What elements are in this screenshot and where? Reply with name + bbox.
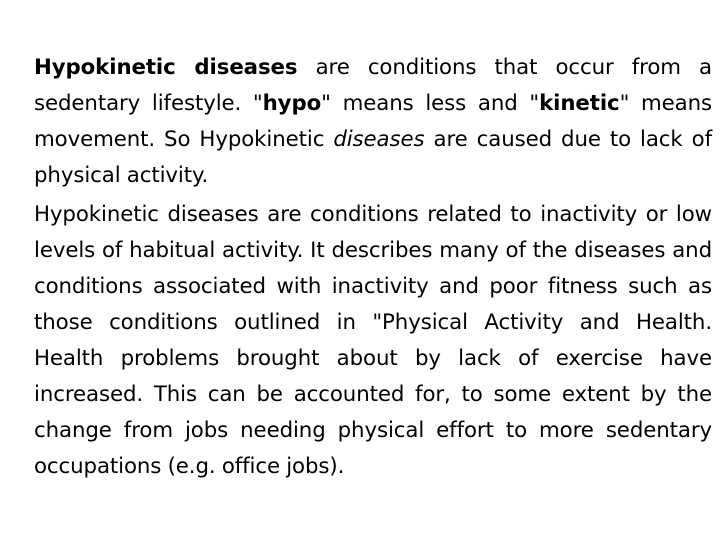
definition-text-a: are conditions that occur from a sedentary lifestyle. " [34, 55, 712, 116]
description-paragraph: Hypokinetic diseases are conditions related to inactivity or low levels of habitual activity. It describes many of the diseases and conditions associated with inactivity and poor fitness such as those conditions outlined in "Physical Activity and Health. Health problems brought about by lack of exercise have increased. This can be accounted for, to some extent by the change from jobs needing physical effort to more sedentary occupations (e.g. office jobs). [34, 202, 712, 479]
definition-text-d: are caused due to lack of physical activity. [34, 127, 712, 188]
definition-text-c: " means movement. So Hypokinetic [34, 91, 712, 152]
definition-text-b: " means less and " [321, 91, 540, 116]
term-hypo: hypo [262, 91, 322, 116]
term-hypokinetic-diseases: Hypokinetic diseases [34, 55, 298, 80]
definition-paragraph [34, 50, 712, 194]
term-diseases-italic: diseases [333, 127, 425, 152]
term-kinetic: kinetic [539, 91, 620, 116]
